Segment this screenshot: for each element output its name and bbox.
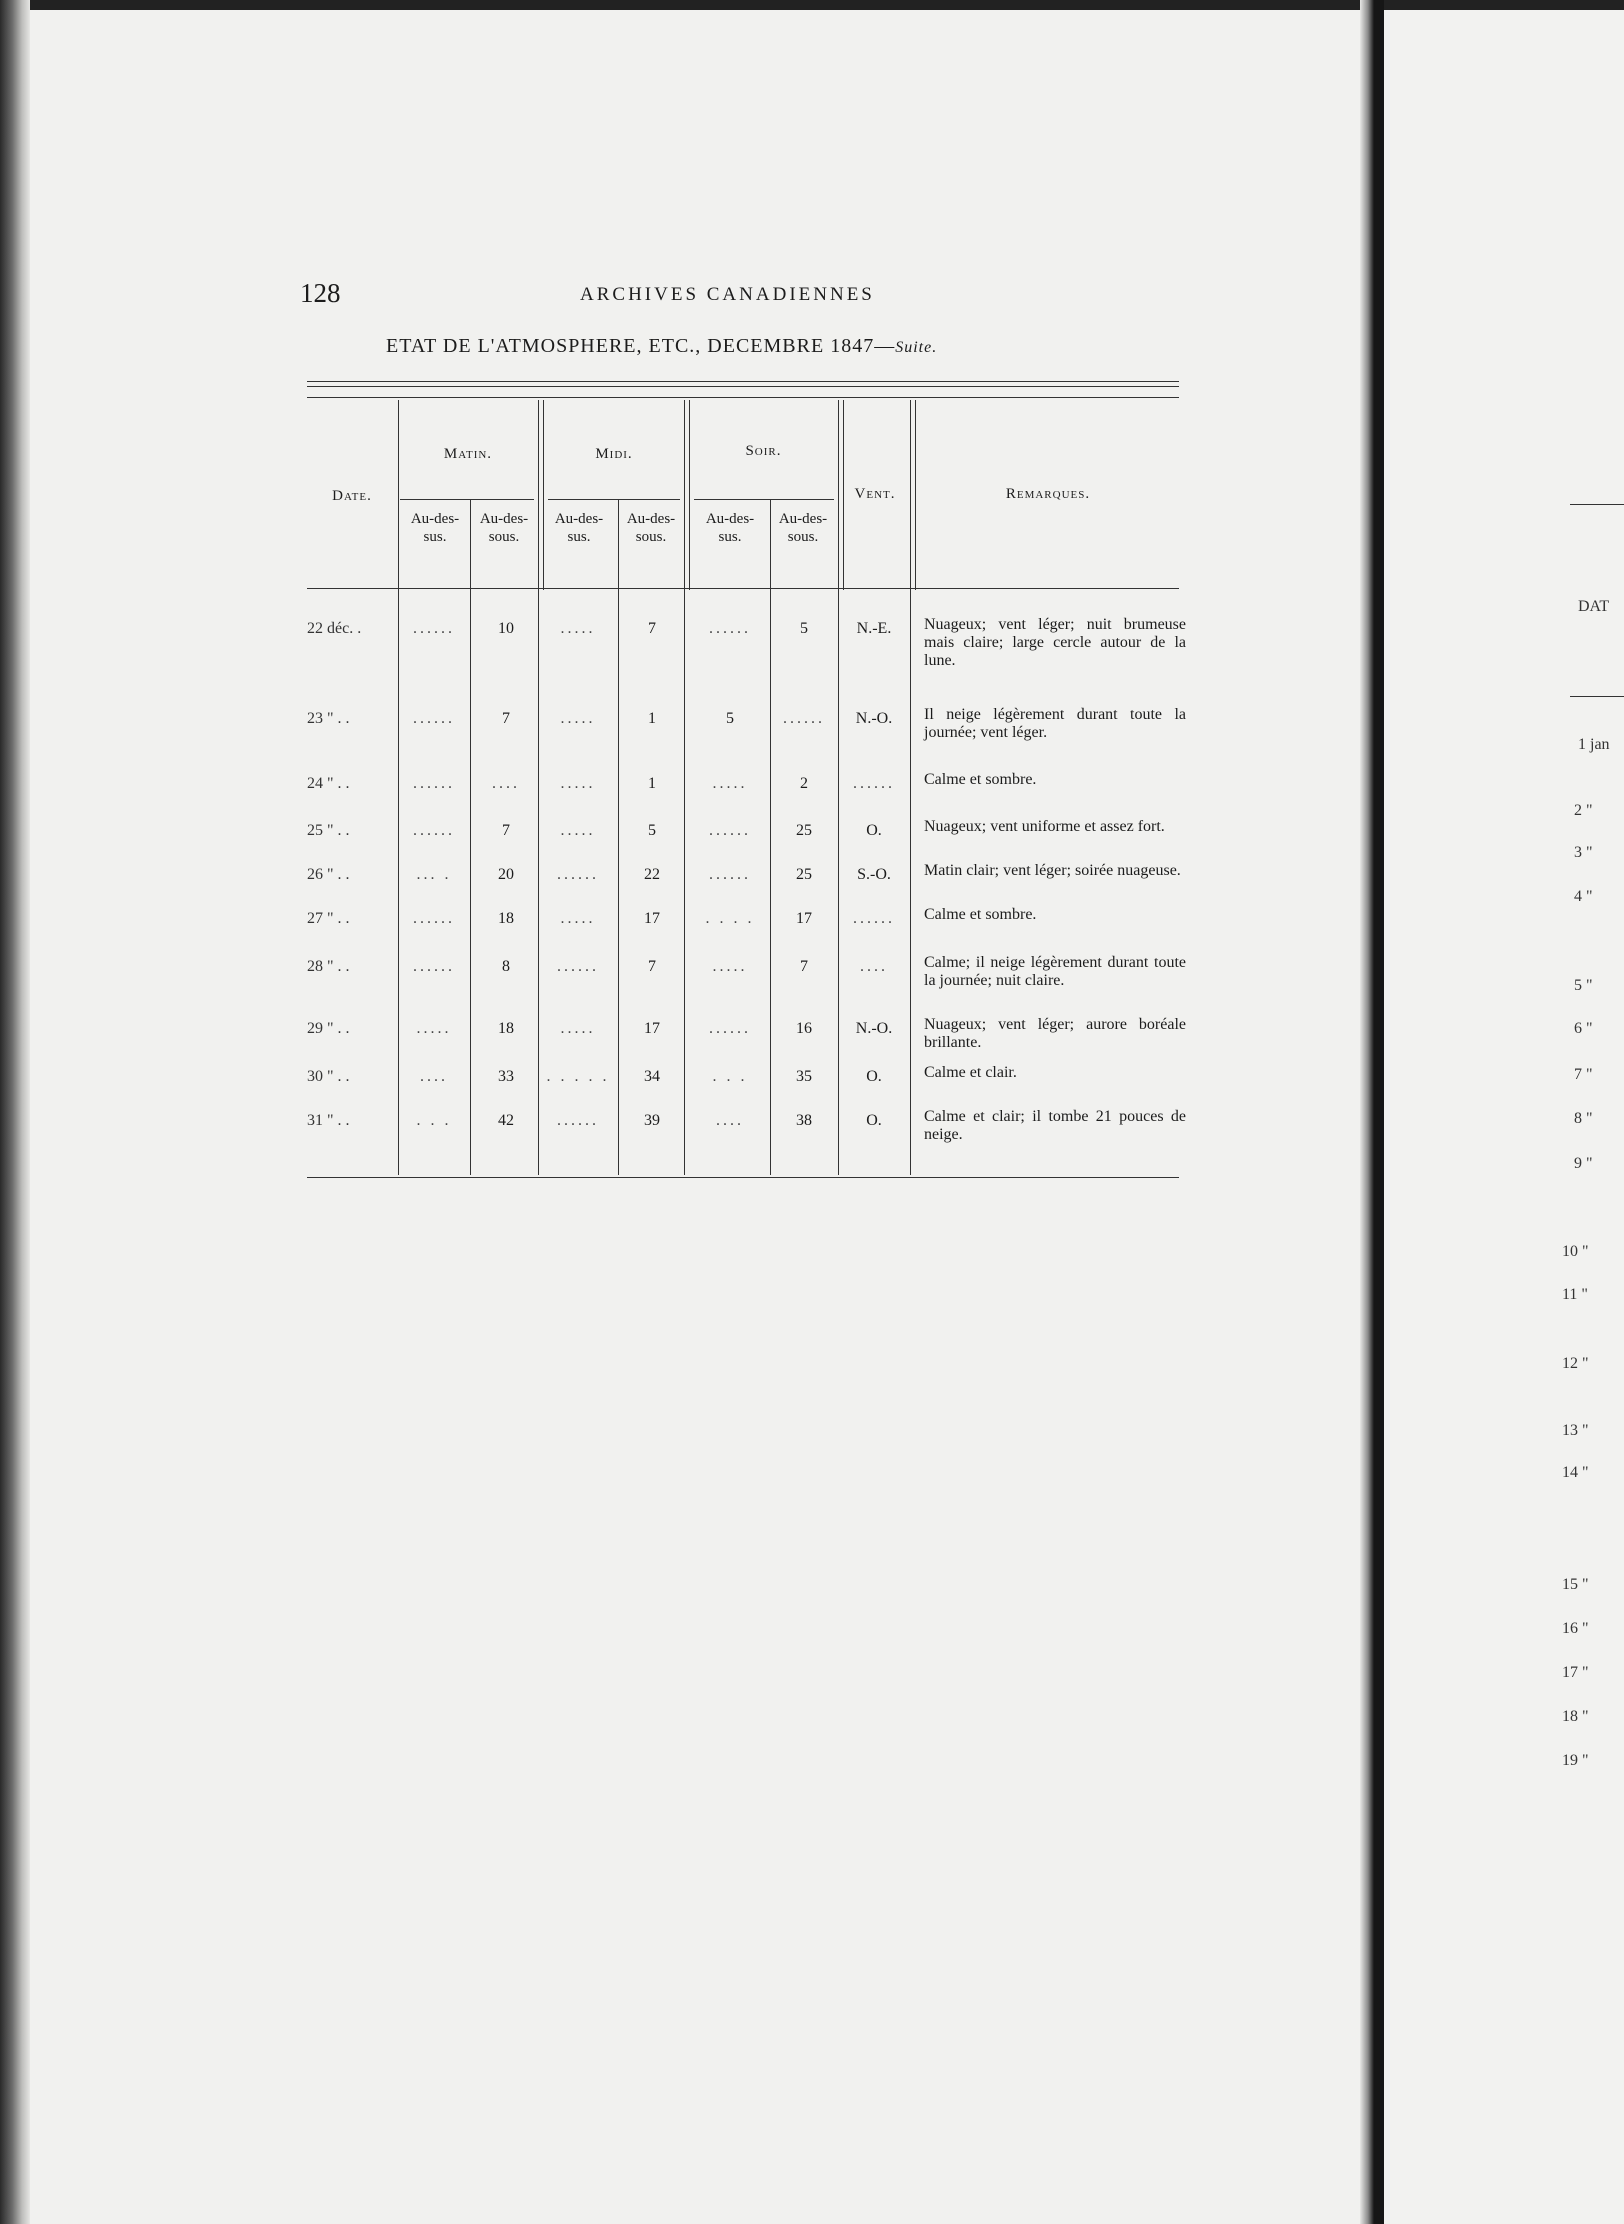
matin-dessus-cell: ......: [413, 710, 455, 727]
midi-dessus-cell: ......: [557, 958, 599, 975]
col-line-midi-end: [684, 400, 685, 1175]
right-page-rule-2: [1570, 696, 1624, 697]
date-cell: 29 " . .: [307, 1020, 350, 1037]
date-cell: 25 " . .: [307, 822, 350, 839]
soir-dessous-cell: 17: [796, 910, 812, 927]
midi-dessous-cell: 39: [644, 1112, 660, 1129]
matin-dessous-cell: 18: [498, 910, 514, 927]
date-cell: 26 " . .: [307, 866, 350, 883]
col-line-matin-end-2: [543, 400, 544, 590]
midi-dessus-cell: . . . . .: [546, 1068, 610, 1085]
right-page-row: 14 ": [1562, 1464, 1589, 1481]
right-page-header: DAT: [1578, 598, 1610, 615]
col-header-matin: Matin.: [443, 446, 493, 462]
table-bottom-rule: [307, 1177, 1179, 1178]
right-page-row: 16 ": [1562, 1620, 1589, 1637]
matin-dessus-cell: ......: [413, 822, 455, 839]
remark-cell: Calme; il neige légèrement durant toute la journée; nuit claire.: [924, 954, 1186, 989]
table-top-rule-2: [307, 386, 1179, 387]
midi-dessus-cell: ......: [557, 1112, 599, 1129]
vent-cell: O.: [866, 1068, 882, 1085]
col-line-vent-end-2: [915, 400, 916, 590]
matin-dessus-cell: ... .: [416, 866, 452, 883]
midi-dessous-cell: 1: [648, 775, 656, 792]
matin-dessous-cell: 7: [502, 710, 510, 727]
soir-dessous-cell: 16: [796, 1020, 812, 1037]
vent-cell: N.-O.: [855, 710, 893, 727]
soir-dessus-cell: ......: [709, 866, 751, 883]
remark-cell: Calme et sombre.: [924, 906, 1037, 923]
soir-dessus-cell: ......: [709, 822, 751, 839]
right-page-row: 18 ": [1562, 1708, 1589, 1725]
right-page-row: 12 ": [1562, 1355, 1589, 1372]
soir-dessus-cell: .....: [712, 775, 748, 792]
date-cell: 23 " . .: [307, 710, 350, 727]
midi-dessus-cell: .....: [560, 910, 596, 927]
right-page-row: 19 ": [1562, 1752, 1589, 1769]
col-header-soir: Soir.: [745, 443, 782, 459]
vent-cell: N.-E.: [856, 620, 892, 637]
col-line-soir-end: [838, 400, 839, 1175]
date-cell: 28 " . .: [307, 958, 350, 975]
midi-dessus-cell: .....: [560, 1020, 596, 1037]
soir-dessous-cell: ......: [783, 710, 825, 727]
col-header-date: Date.: [332, 488, 372, 504]
right-page-row: 4 ": [1574, 888, 1593, 905]
midi-underline: [548, 499, 680, 500]
right-page-row: 2 ": [1574, 802, 1593, 819]
matin-dessus-cell: ....: [420, 1068, 448, 1085]
midi-dessous-cell: 17: [644, 1020, 660, 1037]
matin-au-dessus-header: Au-des-sus.: [410, 511, 460, 545]
matin-dessus-cell: . . .: [416, 1112, 452, 1129]
date-cell: 24 " . .: [307, 775, 350, 792]
soir-dessous-cell: 35: [796, 1068, 812, 1085]
table-top-rule-3: [307, 397, 1179, 398]
soir-dessus-cell: ......: [709, 620, 751, 637]
midi-au-dessus-header: Au-des-sus.: [554, 511, 604, 545]
midi-dessus-cell: .....: [560, 620, 596, 637]
right-page-row: 17 ": [1562, 1664, 1589, 1681]
soir-dessous-cell: 38: [796, 1112, 812, 1129]
date-cell: 22 déc. .: [307, 620, 362, 637]
midi-au-dessous-header: Au-des-sous.: [626, 511, 676, 545]
right-page-rule: [1570, 504, 1624, 505]
soir-au-dessus-header: Au-des-sus.: [705, 511, 755, 545]
col-line-vent-end: [910, 400, 911, 1175]
right-page-row: 1 jan: [1578, 736, 1610, 753]
table-top-rule: [307, 381, 1179, 382]
right-page-row: 9 ": [1574, 1155, 1593, 1172]
vent-cell: S.-O.: [857, 866, 891, 883]
matin-dessus-cell: ......: [413, 958, 455, 975]
soir-dessous-cell: 25: [796, 822, 812, 839]
soir-dessous-cell: 7: [800, 958, 808, 975]
matin-dessus-cell: ......: [413, 620, 455, 637]
remark-cell: Matin clair; vent léger; soirée nuageuse.: [924, 862, 1181, 879]
matin-dessous-cell: 10: [498, 620, 514, 637]
midi-dessous-cell: 7: [648, 958, 656, 975]
date-cell: 27 " . .: [307, 910, 350, 927]
soir-dessus-cell: ......: [709, 1020, 751, 1037]
date-cell: 30 " . .: [307, 1068, 350, 1085]
book-spine-left: [0, 0, 30, 2224]
right-page-row: 13 ": [1562, 1422, 1589, 1439]
matin-dessous-cell: 8: [502, 958, 510, 975]
right-page-row: 8 ": [1574, 1110, 1593, 1127]
col-line-midi-mid: [618, 500, 619, 1175]
matin-dessus-cell: ......: [413, 775, 455, 792]
table-title-suffix: Suite.: [895, 339, 938, 356]
midi-dessous-cell: 1: [648, 710, 656, 727]
right-page-row: 11 ": [1562, 1286, 1588, 1303]
vent-cell: ......: [853, 910, 895, 927]
col-line-matin-end: [538, 400, 539, 1175]
soir-dessus-cell: .....: [712, 958, 748, 975]
date-cell: 31 " . .: [307, 1112, 350, 1129]
right-page-row: 6 ": [1574, 1020, 1593, 1037]
soir-dessus-cell: . . . .: [705, 910, 755, 927]
book-gutter: [1360, 0, 1384, 2224]
matin-dessous-cell: ....: [492, 775, 520, 792]
remark-cell: Calme et clair.: [924, 1064, 1017, 1081]
col-header-midi: Midi.: [595, 446, 633, 462]
col-header-remarques: Remarques.: [1005, 486, 1091, 502]
midi-dessous-cell: 5: [648, 822, 656, 839]
midi-dessous-cell: 7: [648, 620, 656, 637]
table-title: [386, 335, 937, 358]
vent-cell: O.: [866, 822, 882, 839]
remark-cell: Il neige légèrement durant toute la journée; vent léger.: [924, 706, 1186, 741]
midi-dessus-cell: .....: [560, 775, 596, 792]
right-page-row: 7 ": [1574, 1066, 1593, 1083]
soir-au-dessous-header: Au-des-sous.: [778, 511, 828, 545]
matin-dessous-cell: 18: [498, 1020, 514, 1037]
matin-dessous-cell: 42: [498, 1112, 514, 1129]
vent-cell: O.: [866, 1112, 882, 1129]
right-page-row: 5 ": [1574, 977, 1593, 994]
matin-dessus-cell: .....: [416, 1020, 452, 1037]
page-header: [300, 278, 1180, 318]
col-line-soir-mid: [770, 500, 771, 1175]
page-number: 128: [300, 278, 341, 308]
header-bottom-rule: [307, 588, 1179, 589]
soir-dessous-cell: 25: [796, 866, 812, 883]
matin-dessous-cell: 7: [502, 822, 510, 839]
midi-dessous-cell: 17: [644, 910, 660, 927]
remark-cell: Calme et clair; il tombe 21 pouces de neige.: [924, 1108, 1186, 1143]
col-line-midi-end-2: [689, 400, 690, 590]
midi-dessus-cell: .....: [560, 822, 596, 839]
soir-dessus-cell: . . .: [712, 1068, 748, 1085]
right-page-row: 15 ": [1562, 1576, 1589, 1593]
matin-dessous-cell: 20: [498, 866, 514, 883]
matin-au-dessous-header: Au-des-sous.: [479, 511, 529, 545]
soir-dessous-cell: 5: [800, 620, 808, 637]
col-line-date: [398, 400, 399, 1175]
midi-dessus-cell: .....: [560, 710, 596, 727]
matin-underline: [400, 499, 534, 500]
right-page-row: 3 ": [1574, 844, 1593, 861]
vent-cell: ....: [860, 958, 888, 975]
matin-dessous-cell: 33: [498, 1068, 514, 1085]
soir-underline: [694, 499, 834, 500]
midi-dessous-cell: 22: [644, 866, 660, 883]
remark-cell: Nuageux; vent léger; nuit brumeuse mais claire; large cercle autour de la lune.: [924, 616, 1186, 669]
soir-dessous-cell: 2: [800, 775, 808, 792]
running-head: ARCHIVES CANADIENNES: [580, 284, 875, 305]
midi-dessous-cell: 34: [644, 1068, 660, 1085]
right-page-row: 10 ": [1562, 1243, 1589, 1260]
vent-cell: N.-O.: [855, 1020, 893, 1037]
col-line-matin-mid: [470, 500, 471, 1175]
vent-cell: ......: [853, 775, 895, 792]
remark-cell: Nuageux; vent uniforme et assez fort.: [924, 818, 1165, 835]
soir-dessus-cell: ....: [716, 1112, 744, 1129]
table-title-text: ETAT DE L'ATMOSPHERE, ETC., DECEMBRE 1847—: [386, 335, 896, 357]
soir-dessus-cell: 5: [726, 710, 734, 727]
remark-cell: Calme et sombre.: [924, 771, 1037, 788]
matin-dessus-cell: ......: [413, 910, 455, 927]
col-header-vent: Vent.: [854, 486, 896, 502]
midi-dessus-cell: ......: [557, 866, 599, 883]
remark-cell: Nuageux; vent léger; aurore boréale brillante.: [924, 1016, 1186, 1051]
